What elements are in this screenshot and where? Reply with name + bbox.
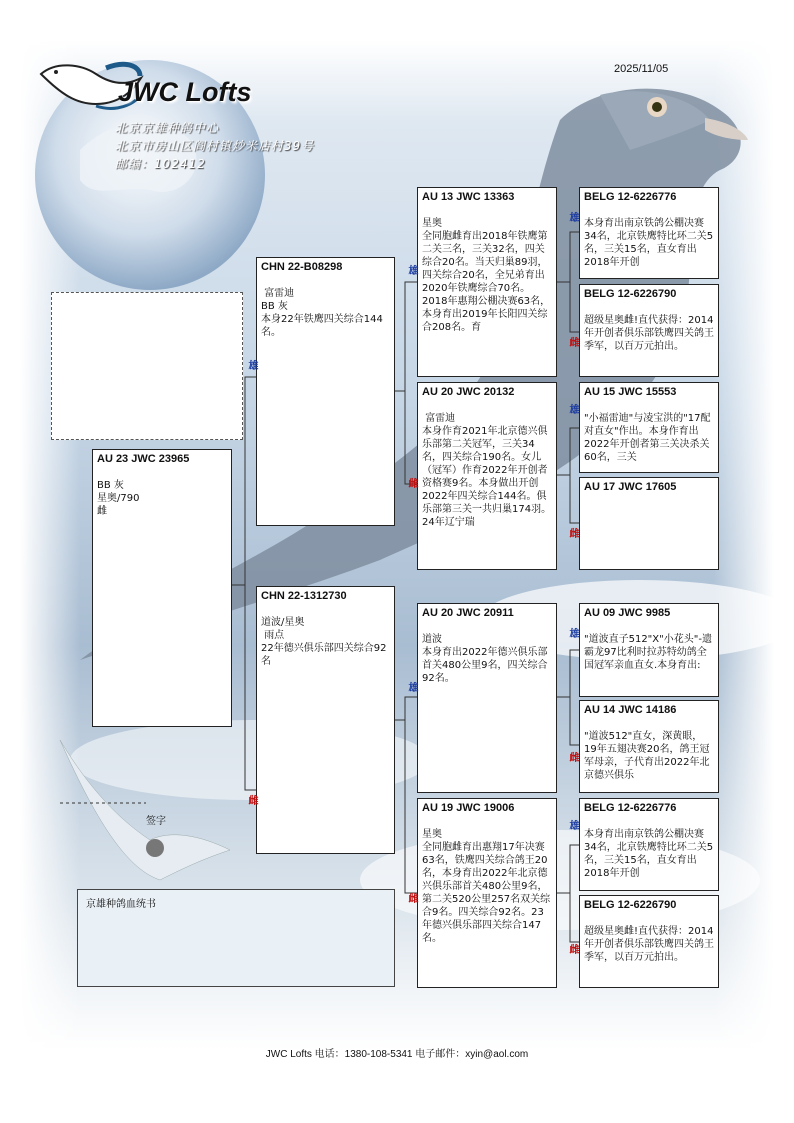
pigeon-name: 星奥 bbox=[422, 218, 442, 229]
certificate-label: 京雄种鸽血统书 bbox=[86, 899, 156, 910]
address-line-1: 北京京雄种鸽中心 bbox=[115, 121, 220, 135]
ring-number: AU 19 JWC 19006 bbox=[422, 802, 515, 814]
ring-number: AU 13 JWC 13363 bbox=[422, 191, 515, 203]
dds-card[interactable] bbox=[579, 798, 719, 891]
pigeon-description: 全同胞雌育出惠翔17年决赛63名，铁鹰四关综合鸽王20名，本身育出2022年北京德兴俱乐部首关480公里9名，第二关520公里257名双关综合9名。四关综合92名。23年德兴俱乐部四关综合147名。 bbox=[422, 842, 551, 944]
ssd-card[interactable] bbox=[579, 284, 719, 377]
sex-female-marker: 雌 bbox=[567, 752, 578, 762]
dam-card[interactable] bbox=[256, 586, 395, 854]
pigeon-name: BB 灰 星奥/790 雌 bbox=[97, 480, 140, 517]
ring-number: AU 14 JWC 14186 bbox=[584, 704, 677, 716]
sex-male-marker: 雄 bbox=[406, 682, 417, 692]
ring-number: BELG 12-6226790 bbox=[584, 899, 677, 911]
pigeon-description: 本身育出南京铁鸽公棚决赛34名，北京铁鹰特比环二关5名，三关15名，直女育出2018年开创 bbox=[584, 829, 714, 879]
sex-male-marker: 雄 bbox=[567, 628, 578, 638]
ring-number: BELG 12-6226776 bbox=[584, 191, 677, 203]
sex-female-marker: 雌 bbox=[406, 478, 417, 488]
print-date: 2025/11/05 bbox=[614, 63, 669, 75]
dsd-card[interactable] bbox=[579, 700, 719, 793]
pigeon-description: 本身22年铁鹰四关综合144名。 bbox=[261, 314, 383, 338]
signature-label: 签字 bbox=[146, 816, 166, 827]
sex-male-marker: 雄 bbox=[567, 212, 578, 222]
pigeon-name: 道波 bbox=[422, 634, 442, 645]
footer-contact: JWC Lofts 电话：1380-108-5341 电子邮件：xyin@aol.com bbox=[265, 1049, 529, 1060]
sex-male-marker: 雄 bbox=[406, 265, 417, 275]
ring-number: AU 17 JWC 17605 bbox=[584, 481, 677, 493]
pigeon-description: 本身育出2022年德兴俱乐部首关480公里9名，四关综合92名。 bbox=[422, 647, 548, 684]
sdd-card[interactable] bbox=[579, 477, 719, 570]
pigeon-name: 道波/星奥 雨点 bbox=[261, 617, 305, 641]
ring-number: CHN 22-1312730 bbox=[261, 590, 347, 602]
pigeon-description: 本身作育2021年北京德兴俱乐部第二关冠军，三关34名，四关综合190名。女儿（冠军）作育2022年开创者资格赛9名。本身做出开创2022年四关综合144名。俱乐部第三关一共归巢174羽。24年辽宁瑞 bbox=[422, 426, 552, 528]
sex-female-marker: 雌 bbox=[567, 337, 578, 347]
pigeon-description: 超级星奥雌!直代获得：2014年开创者俱乐部铁鹰四关鸽王季军，以百万元拍出。 bbox=[584, 315, 714, 352]
brand-title: JWC Lofts bbox=[118, 77, 252, 107]
ring-number: AU 09 JWC 9985 bbox=[584, 607, 671, 619]
pigeon-description: "小福雷迪"与凌宝洪的"17配对直女"作出。本身作育出2022年开创者第三关决杀关60名，三关 bbox=[584, 413, 711, 463]
ring-number: AU 20 JWC 20132 bbox=[422, 386, 515, 398]
sex-male-marker: 雄 bbox=[567, 820, 578, 830]
sex-female-marker: 雌 bbox=[567, 944, 578, 954]
photo-placeholder[interactable] bbox=[51, 292, 243, 440]
ring-number: CHN 22-B08298 bbox=[261, 261, 343, 273]
subject-card[interactable] bbox=[92, 449, 232, 727]
sex-male-marker: 雄 bbox=[246, 360, 257, 370]
ring-number: BELG 12-6226790 bbox=[584, 288, 677, 300]
pigeon-description: 22年德兴俱乐部四关综合92名 bbox=[261, 643, 387, 667]
dam-sire-card[interactable] bbox=[417, 603, 557, 793]
sire-sire-card[interactable] bbox=[417, 187, 557, 377]
pigeon-name: 富雷迪 BB 灰 bbox=[261, 288, 295, 312]
ddd-card[interactable] bbox=[579, 895, 719, 988]
pigeon-name: 富雷迪 bbox=[422, 413, 456, 424]
sire-dam-card[interactable] bbox=[417, 382, 557, 570]
pigeon-description: "道波512"直女，深黄眼，19年五翅决赛20名，鸽王冠军母亲，子代育出2022年北京德兴俱乐 bbox=[584, 731, 710, 781]
ring-number: AU 15 JWC 15553 bbox=[584, 386, 677, 398]
sex-female-marker: 雌 bbox=[246, 795, 257, 805]
pigeon-description: 超级星奥雌!直代获得：2014年开创者俱乐部铁鹰四关鸽王季军，以百万元拍出。 bbox=[584, 926, 714, 963]
dam-dam-card[interactable] bbox=[417, 798, 557, 988]
sex-female-marker: 雌 bbox=[567, 528, 578, 538]
ring-number: AU 20 JWC 20911 bbox=[422, 607, 514, 619]
pigeon-description: 全同胞雌育出2018年铁鹰第二关三名，三关32名，四关综合20名。当天归巢89羽，四关综合20名，全兄弟育出2020年铁鹰综合70名。2018年惠翔公棚决赛63名，本身育出2019年长阳四关综合208名。育 bbox=[422, 231, 551, 333]
sex-male-marker: 雄 bbox=[567, 404, 578, 414]
pigeon-name: 星奥 bbox=[422, 829, 442, 840]
postcode: 邮编：102412 bbox=[115, 157, 206, 171]
sex-female-marker: 雌 bbox=[406, 893, 417, 903]
address-line-2: 北京市房山区阎村镇炒米店村39号 bbox=[115, 139, 315, 153]
pigeon-description: "道波直子512"X"小花头"-遗霸龙97比利时拉苏特幼鸽全国冠军亲血直女.本身育出: bbox=[584, 634, 712, 671]
ring-number: BELG 12-6226776 bbox=[584, 802, 677, 814]
ring-number: AU 23 JWC 23965 bbox=[97, 453, 190, 465]
sds-card[interactable] bbox=[579, 382, 719, 473]
sire-card[interactable] bbox=[256, 257, 395, 526]
dss-card[interactable] bbox=[579, 603, 719, 697]
pigeon-description: 本身育出南京铁鸽公棚决赛34名，北京铁鹰特比环二关5名，三关15名，直女育出2018年开创 bbox=[584, 218, 714, 268]
certificate-box bbox=[77, 889, 395, 987]
sss-card[interactable] bbox=[579, 187, 719, 279]
